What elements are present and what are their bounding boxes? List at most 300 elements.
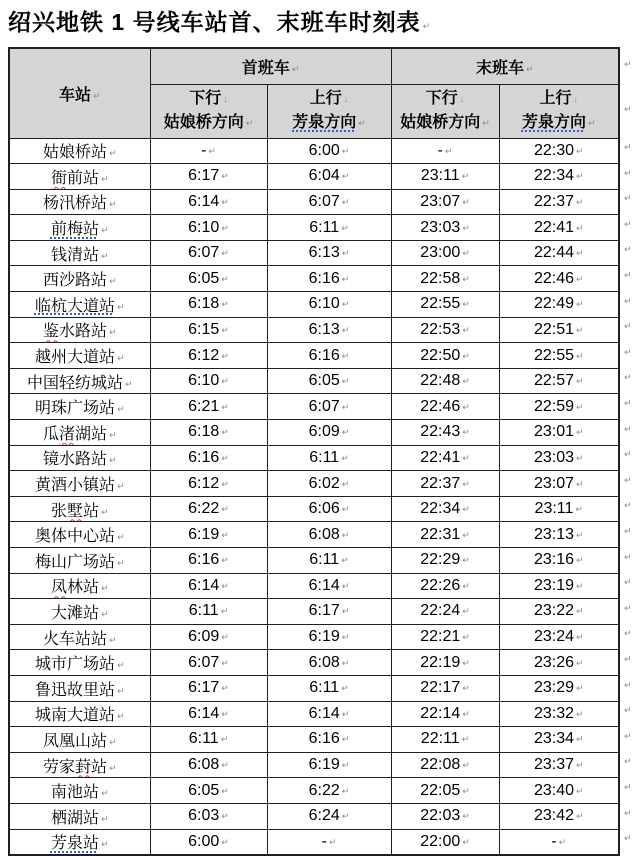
time-cell [391, 240, 499, 266]
direction-label [392, 87, 499, 111]
end-of-cell-mark-icon: ↵ [462, 555, 470, 566]
time-value: 6:14 [308, 576, 340, 594]
time-cell [150, 138, 267, 164]
time-value: 22:48 [420, 372, 461, 390]
timetable-header [9, 48, 619, 138]
time-value: 23:26 [533, 653, 574, 671]
time-cell [267, 215, 391, 241]
end-of-cell-mark-icon: ↵ [116, 532, 125, 543]
station-name-segment: 芳泉方向 [521, 114, 586, 131]
time-value: 6:08 [188, 756, 220, 774]
direction-text: 下行 [425, 90, 458, 107]
time-cell [391, 138, 499, 164]
time-value: 6:07 [308, 192, 340, 210]
table-row [9, 317, 619, 343]
time-cell [267, 164, 391, 190]
end-of-cell-mark-icon: ↵ [100, 788, 109, 799]
end-of-cell-mark-icon: ↵ [558, 836, 567, 847]
time-value: 23:11 [420, 167, 460, 185]
end-of-cell-mark-icon: ↵ [576, 555, 584, 566]
time-cell [391, 445, 499, 471]
station-name-segment: 奥体中心站 [34, 528, 115, 546]
time-cell [499, 599, 619, 625]
time-value: 6:12 [188, 346, 220, 364]
time-cell [391, 292, 499, 318]
header-direction-cell [391, 84, 499, 138]
time-value: 22:34 [533, 167, 574, 185]
end-of-cell-mark-icon: ↵ [462, 785, 470, 796]
end-of-cell-mark-icon: ↵ [341, 324, 350, 335]
time-cell [499, 522, 619, 548]
end-of-cell-mark-icon: ↵ [341, 196, 350, 207]
time-cell [499, 624, 619, 650]
end-of-cell-mark-icon: ↵ [221, 222, 229, 233]
time-cell [391, 675, 499, 701]
time-value: 23:37 [533, 756, 574, 774]
time-value: 6:11 [309, 679, 340, 697]
header-direction-cell [267, 84, 391, 138]
end-of-cell-mark-icon: ↵ [124, 378, 133, 389]
end-of-cell-mark-icon: ↵ [462, 504, 470, 515]
end-of-cell-mark-icon: ↵ [341, 811, 350, 822]
time-value: 6:19 [308, 628, 340, 646]
time-cell [499, 727, 619, 753]
station-name-segment: 湖站 [74, 425, 107, 443]
end-of-cell-mark-icon: ↵ [221, 555, 229, 566]
time-cell [499, 829, 619, 855]
end-of-cell-mark-icon: ↵ [576, 248, 584, 259]
table-row [9, 778, 619, 804]
station-name-segment: 林站 [66, 579, 99, 597]
time-cell [391, 599, 499, 625]
end-of-cell-mark-icon: ↵ [462, 529, 470, 540]
end-of-cell-mark-icon: ↵ [576, 145, 584, 156]
time-value: 22:00 [420, 832, 461, 850]
time-cell [150, 522, 267, 548]
time-value: 23:34 [533, 730, 574, 748]
time-cell [391, 727, 499, 753]
time-cell [150, 829, 267, 855]
end-of-cell-mark-icon: ↵ [221, 504, 229, 515]
time-cell [267, 752, 391, 778]
time-cell [499, 266, 619, 292]
end-of-cell-mark-icon: ↵ [108, 148, 117, 159]
time-value: 6:24 [308, 807, 340, 825]
time-cell [267, 599, 391, 625]
time-cell [391, 701, 499, 727]
end-of-cell-mark-icon: ↵ [341, 222, 349, 233]
time-value: 6:11 [309, 448, 340, 466]
time-cell [267, 496, 391, 522]
end-of-cell-mark-icon: ↵ [208, 145, 216, 156]
direction-text: 上行 [309, 90, 342, 107]
end-of-cell-mark-icon: ↵ [341, 785, 350, 796]
end-of-cell-mark-icon: ↵ [245, 118, 254, 128]
terminus-label [392, 111, 499, 135]
end-of-cell-mark-icon: ↵ [100, 839, 109, 850]
end-of-row-mark-icon: ↵ [624, 218, 632, 229]
time-value: 23:13 [533, 525, 574, 543]
time-value: 6:17 [188, 679, 220, 697]
end-of-cell-mark-icon: ↵ [341, 401, 350, 412]
time-cell [150, 496, 267, 522]
end-of-cell-mark-icon: ↵ [221, 632, 229, 643]
end-of-cell-mark-icon: ↵ [341, 555, 349, 566]
station-cell [9, 496, 150, 522]
time-value: 22:14 [420, 704, 461, 722]
time-value: 6:16 [308, 269, 340, 287]
station-cell [9, 727, 150, 753]
timetable-body [9, 138, 619, 855]
station-name-segment: 南池站 [50, 784, 99, 802]
end-of-cell-mark-icon: ↵ [221, 248, 229, 259]
table-row [9, 138, 619, 164]
time-value: 23:16 [533, 551, 574, 569]
end-of-cell-mark-icon: ↵ [341, 657, 350, 668]
time-value: 6:13 [308, 244, 340, 262]
table-row [9, 266, 619, 292]
time-cell [150, 650, 267, 676]
station-name-segment: 黄酒小镇站 [34, 477, 115, 495]
end-of-cell-mark-icon: ↵ [109, 762, 117, 773]
time-cell [150, 368, 267, 394]
direction-label [500, 87, 619, 111]
end-of-cell-mark-icon: ↵ [576, 708, 584, 719]
title-text: 绍兴地铁 1 号线车站首、末班车时刻表 [8, 9, 421, 35]
end-of-cell-mark-icon: ↵ [220, 734, 229, 745]
table-row [9, 420, 619, 446]
time-value: 6:10 [188, 372, 220, 390]
end-of-cell-mark-icon: ↵ [220, 606, 229, 617]
end-of-cell-mark-icon: ↵ [291, 63, 300, 74]
table-row [9, 164, 619, 190]
time-cell [267, 394, 391, 420]
table-row [9, 368, 619, 394]
end-of-cell-mark-icon: ↵ [576, 299, 584, 310]
time-value: 6:07 [308, 397, 340, 415]
time-value: 6:18 [188, 295, 220, 313]
header-station-label: 车站 [58, 86, 91, 104]
station-name-segment: 葑 [74, 758, 91, 776]
time-cell [150, 343, 267, 369]
end-of-row-mark-icon: ↵ [624, 295, 632, 306]
station-name-segment: 杨汛桥站 [42, 195, 107, 213]
time-cell [150, 471, 267, 497]
time-cell [391, 829, 499, 855]
end-of-cell-mark-icon: ↵ [341, 580, 350, 591]
station-cell [9, 701, 150, 727]
end-of-cell-mark-icon: ↵ [462, 811, 470, 822]
time-cell [499, 445, 619, 471]
time-cell [391, 752, 499, 778]
table-row [9, 599, 619, 625]
end-of-cell-mark-icon: ↵ [221, 683, 229, 694]
time-cell [391, 164, 499, 190]
end-of-cell-mark-icon: ↵ [221, 452, 229, 463]
end-of-cell-mark-icon: ↵ [116, 481, 125, 492]
end-of-row-mark-icon: ↵ [624, 551, 632, 562]
end-of-row-mark-icon: ↵ [624, 679, 632, 690]
time-cell [267, 368, 391, 394]
header-direction-cell [499, 84, 619, 138]
end-of-cell-mark-icon: ↵ [462, 299, 470, 310]
end-of-cell-mark-icon: ↵ [108, 455, 117, 466]
time-value: 22:29 [420, 551, 461, 569]
time-value: 6:22 [308, 781, 340, 799]
station-cell [9, 471, 150, 497]
end-of-cell-mark-icon: ↵ [221, 196, 229, 207]
end-of-cell-mark-icon: ↵ [576, 273, 584, 284]
table-row [9, 215, 619, 241]
end-of-cell-mark-icon: ↵ [576, 580, 584, 591]
end-of-cell-mark-icon: ↵ [462, 632, 470, 643]
time-value: 6:16 [308, 730, 340, 748]
time-cell [391, 394, 499, 420]
time-value: 6:13 [308, 320, 340, 338]
station-name-segment: 凤凰山站 [42, 732, 107, 750]
end-of-cell-mark-icon: ↵ [108, 736, 117, 747]
end-of-cell-mark-icon: ↵ [221, 376, 229, 387]
time-cell [391, 266, 499, 292]
end-of-cell-mark-icon: ↵ [116, 404, 125, 415]
time-value: 22:26 [420, 576, 461, 594]
end-of-cell-mark-icon: ↵ [108, 276, 117, 287]
direction-label [268, 87, 391, 111]
table-row [9, 496, 619, 522]
time-value: 23:32 [533, 704, 574, 722]
time-value: 22:03 [420, 807, 461, 825]
direction-text: 上行 [539, 90, 572, 107]
time-cell [499, 778, 619, 804]
station-name-segment: 渚 [58, 425, 75, 443]
time-value: 23:07 [533, 474, 574, 492]
time-value: 22:46 [420, 397, 461, 415]
time-value: 22:59 [533, 397, 574, 415]
station-cell [9, 343, 150, 369]
time-value: 23:07 [420, 192, 461, 210]
end-of-cell-mark-icon: ↵ [462, 683, 470, 694]
time-cell [499, 368, 619, 394]
end-of-row-mark-icon: ↵ [624, 449, 632, 460]
time-cell [150, 727, 267, 753]
time-cell [267, 701, 391, 727]
time-value: 6:07 [188, 653, 220, 671]
end-of-row-mark-icon: ↵ [624, 423, 632, 434]
table-row [9, 394, 619, 420]
table-row [9, 650, 619, 676]
station-cell [9, 445, 150, 471]
time-value: 22:19 [420, 653, 461, 671]
time-value: 23:11 [534, 500, 574, 518]
time-cell [499, 496, 619, 522]
end-of-cell-mark-icon: ↵ [576, 452, 584, 463]
end-of-cell-mark-icon: ↵ [341, 452, 349, 463]
time-cell [150, 624, 267, 650]
end-of-cell-mark-icon: ↵ [221, 427, 229, 438]
time-value: 6:09 [308, 423, 340, 441]
time-cell [499, 803, 619, 829]
timetable [8, 47, 620, 856]
time-value: 6:14 [188, 576, 220, 594]
time-value: 22:34 [420, 500, 461, 518]
time-value: 23:40 [533, 781, 574, 799]
end-of-cell-mark-icon: ↵ [341, 299, 350, 310]
time-value: 22:44 [533, 244, 574, 262]
time-value: 22:08 [420, 756, 461, 774]
time-value: 6:00 [308, 141, 340, 159]
station-cell [9, 420, 150, 446]
time-value: 6:14 [188, 704, 220, 722]
time-cell [150, 599, 267, 625]
time-cell [150, 445, 267, 471]
end-of-row-mark-icon: ↵ [624, 705, 632, 716]
end-of-row-mark-icon: ↵ [624, 654, 632, 664]
table-row [9, 727, 619, 753]
table-row [9, 292, 619, 318]
time-value: 6:21 [188, 397, 220, 415]
time-cell [150, 573, 267, 599]
end-of-cell-mark-icon: ↵ [116, 660, 125, 671]
table-row [9, 675, 619, 701]
station-name-segment: 临杭大道站 [34, 297, 115, 315]
station-cell [9, 548, 150, 574]
end-of-cell-mark-icon: ↵ [576, 376, 584, 387]
end-of-row-mark-icon: ↵ [624, 193, 632, 204]
end-of-cell-mark-icon: ↵ [341, 529, 350, 540]
station-name-segment: 瓜 [42, 425, 59, 443]
end-of-row-marks [624, 47, 638, 856]
table-row [9, 573, 619, 599]
header-group-row [9, 48, 619, 84]
station-name-segment: 城南大道站 [34, 707, 115, 725]
end-of-row-mark-icon: ↵ [624, 500, 632, 511]
end-of-cell-mark-icon: ↵ [462, 478, 470, 489]
end-of-cell-mark-icon: ↵ [221, 836, 229, 847]
end-of-cell-mark-icon: ↵ [462, 657, 470, 668]
end-of-cell-mark-icon: ↵ [462, 401, 470, 412]
end-of-cell-mark-icon: ↵ [462, 324, 470, 335]
time-value: 22:55 [533, 346, 574, 364]
time-cell [150, 701, 267, 727]
time-value: 22:50 [420, 346, 461, 364]
terminus-label [151, 111, 267, 135]
end-of-cell-mark-icon: ↵ [576, 478, 584, 489]
end-of-cell-mark-icon: ↵ [576, 324, 584, 335]
end-of-row-mark-icon: ↵ [624, 167, 632, 178]
table-row [9, 803, 619, 829]
station-cell [9, 624, 150, 650]
station-name-segment: 西沙路站 [42, 272, 107, 290]
time-value: 6:05 [308, 372, 340, 390]
time-value: 6:22 [188, 500, 220, 518]
end-of-row-mark-icon: ↵ [624, 833, 632, 844]
station-cell [9, 803, 150, 829]
end-of-cell-mark-icon: ↵ [482, 118, 490, 128]
end-of-cell-mark-icon: ↵ [116, 711, 125, 722]
end-of-cell-mark-icon: ↵ [116, 557, 125, 568]
time-value: 22:21 [420, 628, 461, 646]
time-cell [150, 266, 267, 292]
end-of-row-mark-icon: ↵ [624, 142, 632, 152]
end-of-row-mark-icon: ↵ [624, 398, 632, 408]
end-of-cell-mark-icon: ↵ [341, 145, 350, 156]
time-cell [499, 189, 619, 215]
end-of-cell-mark-icon: ↵ [221, 708, 229, 719]
station-cell [9, 317, 150, 343]
station-name-segment: 墅 [66, 502, 83, 520]
end-of-cell-mark-icon: ↵ [100, 813, 109, 824]
time-value: - [551, 832, 557, 850]
time-value: 6:03 [188, 807, 220, 825]
time-cell [267, 189, 391, 215]
time-value: 22:37 [420, 474, 461, 492]
end-of-row-mark-icon: ↵ [624, 474, 632, 485]
end-of-cell-mark-icon: ↵ [462, 248, 470, 259]
time-value: - [201, 141, 207, 159]
end-of-cell-mark-icon: ↵ [221, 760, 229, 771]
end-of-cell-mark-icon: ↵ [462, 760, 470, 771]
station-name-segment: 栖湖站 [50, 809, 99, 827]
time-cell [150, 420, 267, 446]
station-name-segment: 衙 [50, 169, 67, 187]
end-of-cell-mark-icon: ↵ [341, 760, 350, 771]
time-cell [150, 778, 267, 804]
table-row [9, 624, 619, 650]
time-value: 6:15 [188, 320, 220, 338]
time-value: 22:31 [420, 525, 461, 543]
station-name-segment: 越州大道站 [34, 349, 115, 367]
time-value: 6:16 [188, 448, 220, 466]
time-cell [267, 471, 391, 497]
end-of-cell-mark-icon: ↵ [462, 273, 470, 284]
end-of-cell-mark-icon: ↵ [461, 171, 470, 182]
end-of-row-mark-icon: ↵ [624, 730, 632, 741]
end-of-row-mark-icon: ↵ [624, 602, 632, 613]
time-value: 22:49 [533, 295, 574, 313]
time-value: 6:00 [188, 832, 220, 850]
time-cell [150, 164, 267, 190]
station-name-segment: 鉴 [42, 323, 59, 341]
table-row [9, 189, 619, 215]
station-cell [9, 394, 150, 420]
time-value: 6:16 [188, 551, 220, 569]
end-of-cell-mark-icon: ↵ [108, 634, 117, 645]
time-value: 6:02 [308, 474, 340, 492]
end-of-cell-mark-icon: ↵ [576, 529, 584, 540]
time-cell [391, 343, 499, 369]
end-of-cell-mark-icon: ↵ [221, 324, 229, 335]
direction-text: 下行 [189, 90, 222, 107]
time-value: 22:51 [533, 320, 574, 338]
time-cell [267, 624, 391, 650]
station-cell [9, 164, 150, 190]
time-value: 23:24 [533, 628, 574, 646]
time-value: 23:19 [533, 576, 574, 594]
station-name-segment: 水路站 [58, 323, 107, 341]
end-of-cell-mark-icon: ↵ [341, 248, 350, 259]
table-row [9, 445, 619, 471]
station-cell [9, 573, 150, 599]
end-of-row-mark-icon: ↵ [624, 321, 632, 332]
end-of-cell-mark-icon: ↵ [100, 250, 109, 261]
end-of-cell-mark-icon: ↵ [576, 427, 584, 438]
station-name-segment: 前梅站 [50, 221, 99, 239]
end-of-row-mark-icon: ↵ [624, 104, 632, 114]
time-cell [267, 420, 391, 446]
end-of-cell-mark-icon: ↵ [576, 196, 584, 207]
end-of-cell-mark-icon: ↵ [92, 90, 101, 101]
station-name-segment: 镜水路站 [42, 451, 107, 469]
